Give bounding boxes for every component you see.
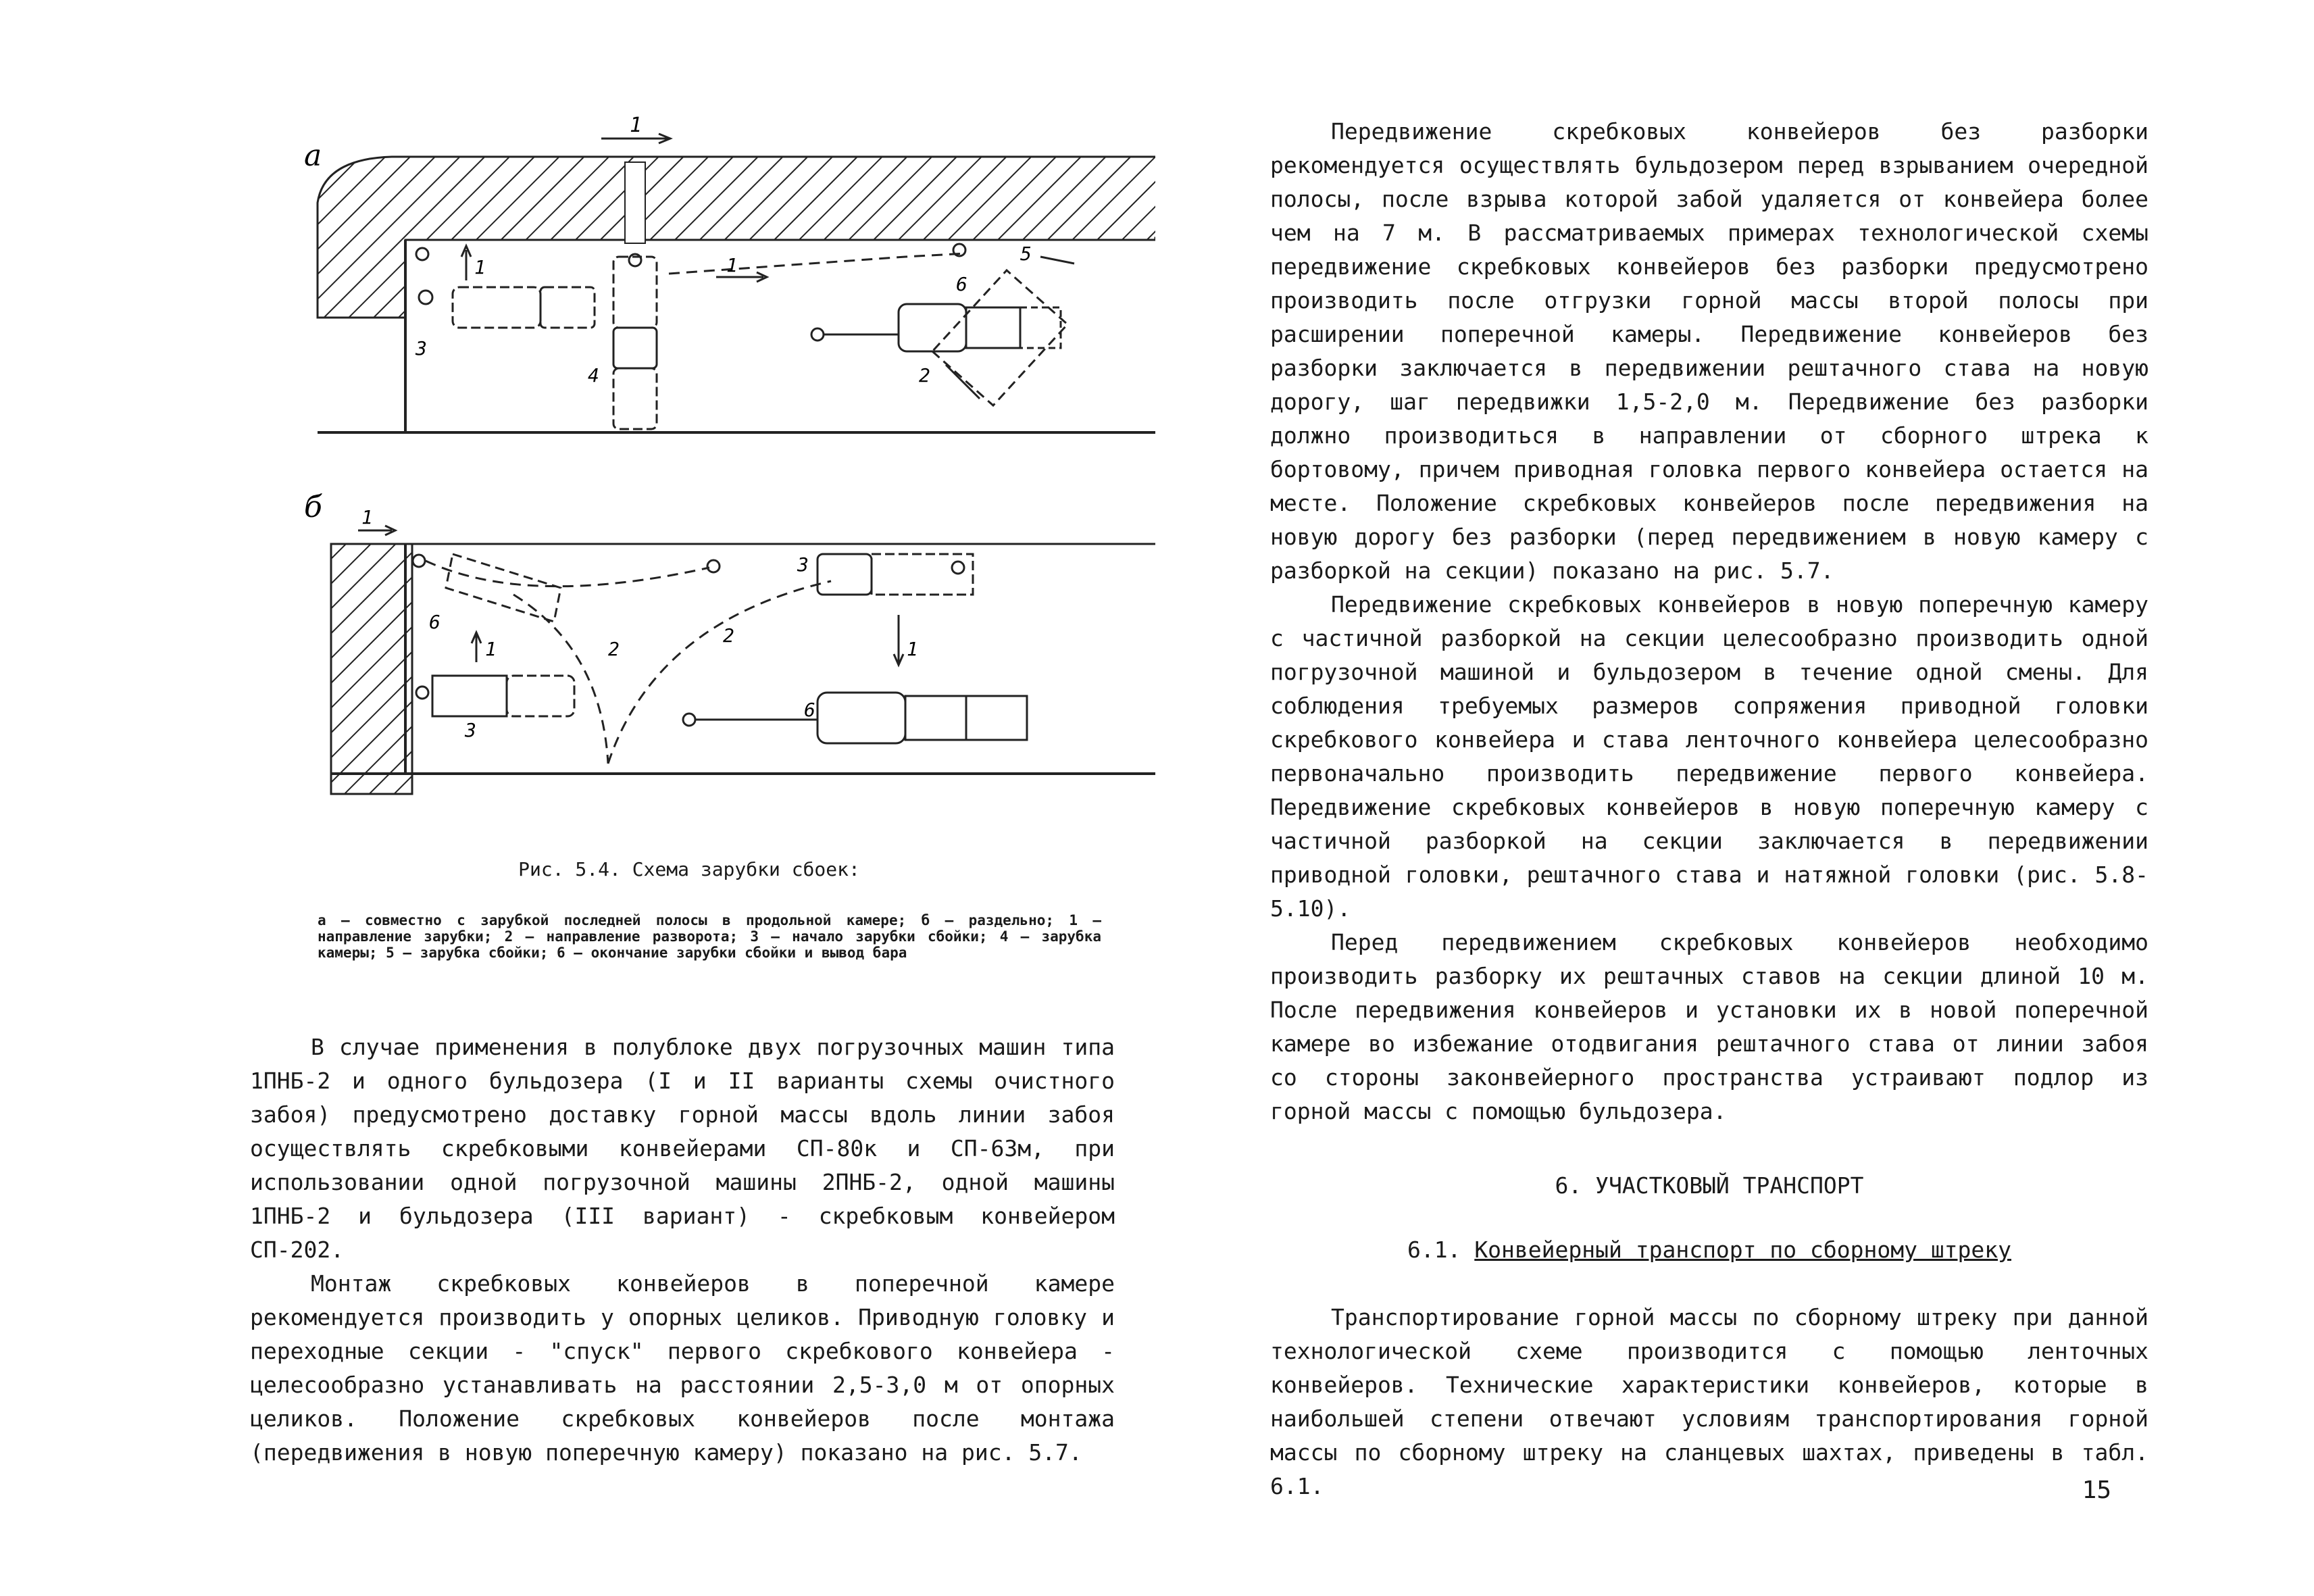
left-paragraph-1: В случае применения в полублоке двух погрузочных машин типа 1ПНБ-2 и одного бульдозера (I и II варианты схемы очистного забоя) предусмотрено доставку горной массы вдоль линии забоя осуществлять скребковыми конвейерами СП-80к и СП-63м, при использовании одной погрузочной машины 2ПНБ-2, одной машины 1ПНБ-2 и бульдозера (III вариант) - скребковым конвейером СП-202. <box>250 1034 1115 1263</box>
figure-5-4 <box>223 95 1155 851</box>
left-paragraph-2: Монтаж скребковых конвейеров в поперечной камере рекомендуется производить у опорных целиков. Приводную головку и переходные секции - "спуск" первого скребкового конвейера - целесообразно устанавливать на расстоянии 2,5-3,0 м от опорных целиков. Положение скребковых конвейеров после монтажа (передвижения в новую поперечную камеру) показано на рис. 5.7. <box>250 1270 1115 1466</box>
label-b: б <box>304 490 322 524</box>
subsection-heading: Конвейерный транспорт по сборному штреку <box>1474 1237 2012 1263</box>
mark-a-1-left: 1 <box>474 256 486 278</box>
mark-a-2: 2 <box>919 364 930 386</box>
mark-b-1-left: 1 <box>485 638 497 660</box>
right-body-text-2 <box>1270 1301 2148 1503</box>
subsection-number: 6.1. <box>1407 1237 1461 1263</box>
left-body-text <box>250 1030 1115 1470</box>
mark-b-6-upper: 6 <box>429 611 441 633</box>
right-column <box>1270 115 2148 1534</box>
rock-top-a <box>318 157 1155 318</box>
right-paragraph-1: Передвижение скребковых конвейеров без разборки рекомендуется осуществлять бульдозером перед взрыванием очередной полосы, после взрыва которой забой удаляется от конвейера более чем на 7 м. В рассматриваемых примерах технологической схемы передвижение скребковых конвейеров без разборки предусмотрено производить после отгрузки горной массы второй полосы при расширении поперечной камеры. Передвижение конвейеров без разборки заключается в передвижении рештачного става на новую дорогу, шаг передвижки 1,5-2,0 м. Передвижение без разборки должно производиться в направлении от сборного штрека к бортовому, причем приводная головка первого конвейера остается на месте. Положение скребковых конвейеров после передвижения на новую дорогу без разборки (перед передвижением в новую камеру с разборкой на секции) показано на рис. 5.7. <box>1270 118 2148 584</box>
mark-b-1-top: 1 <box>361 506 373 528</box>
mark-a-6: 6 <box>956 273 967 295</box>
mark-b-3-lower: 3 <box>465 719 476 741</box>
mark-a-5: 5 <box>1020 243 1032 265</box>
right-paragraph-3: Перед передвижением скребковых конвейеров необходимо производить разборку их рештачных ставов на секции длиной 10 м. После передвижения конвейеров и установки их в новой поперечной камере во избежание отодвигания рештачного става от линии забоя со стороны законвейерного пространства устраивают подлор из горной массы с помощью бульдозера. <box>1270 929 2148 1124</box>
section-title: 6. УЧАСТКОВЫЙ ТРАНСПОРТ <box>1555 1172 1864 1199</box>
page-number: 15 <box>2082 1476 2111 1504</box>
figure-caption: Рис. 5.4. Схема зарубки сбоек: <box>518 858 860 880</box>
mark-a-1-mid: 1 <box>726 254 738 276</box>
mark-b-6-lower: 6 <box>804 699 815 721</box>
mark-b-2-right: 2 <box>723 624 734 647</box>
mark-b-3-upper: 3 <box>797 553 809 576</box>
left-column <box>223 95 1155 1514</box>
mark-b-1-right: 1 <box>907 638 918 660</box>
mark-a-3: 3 <box>416 337 427 359</box>
subsection-title <box>1270 1237 2148 1263</box>
mark-a-1-top: 1 <box>630 114 643 137</box>
right-body-text <box>1270 115 2148 1128</box>
mark-a-4: 4 <box>588 364 599 386</box>
label-a: а <box>304 139 322 173</box>
right-paragraph-2: Передвижение скребковых конвейеров в новую поперечную камеру с частичной разборкой на секции целесообразно производить одной погрузочной машиной и бульдозером в течение одной смены. Для соблюдения требуемых размеров сопряжения приводной головки скребкового конвейера и става ленточного конвейера целесообразно первоначально производить передвижение первого конвейера. Передвижение скребковых конвейеров в новую поперечную камеру с частичной разборкой на секции заключается в передвижении приводной головки, рештачного става и натяжной головки (рис. 5.8-5.10). <box>1270 591 2148 922</box>
figure-legend: а – совместно с зарубкой последней полосы в продольной камере; б – раздельно; 1 – направление зарубки; 2 – направление разворота; 3 – начало зарубки сбойки; 4 – зарубка камеры; 5 – зарубка сбойки; 6 – окончание зарубки сбойки и вывод бара <box>318 912 1101 961</box>
right-paragraph-4: Транспортирование горной массы по сборному штреку при данной технологической схеме производится с помощью ленточных конвейеров. Технические характеристики конвейеров, которые в наибольшей степени отвечают условиям транспортирования горной массы по сборному штреку на сланцевых шахтах, приведены в табл. 6.1. <box>1270 1304 2148 1499</box>
mark-b-2-left: 2 <box>608 638 620 660</box>
